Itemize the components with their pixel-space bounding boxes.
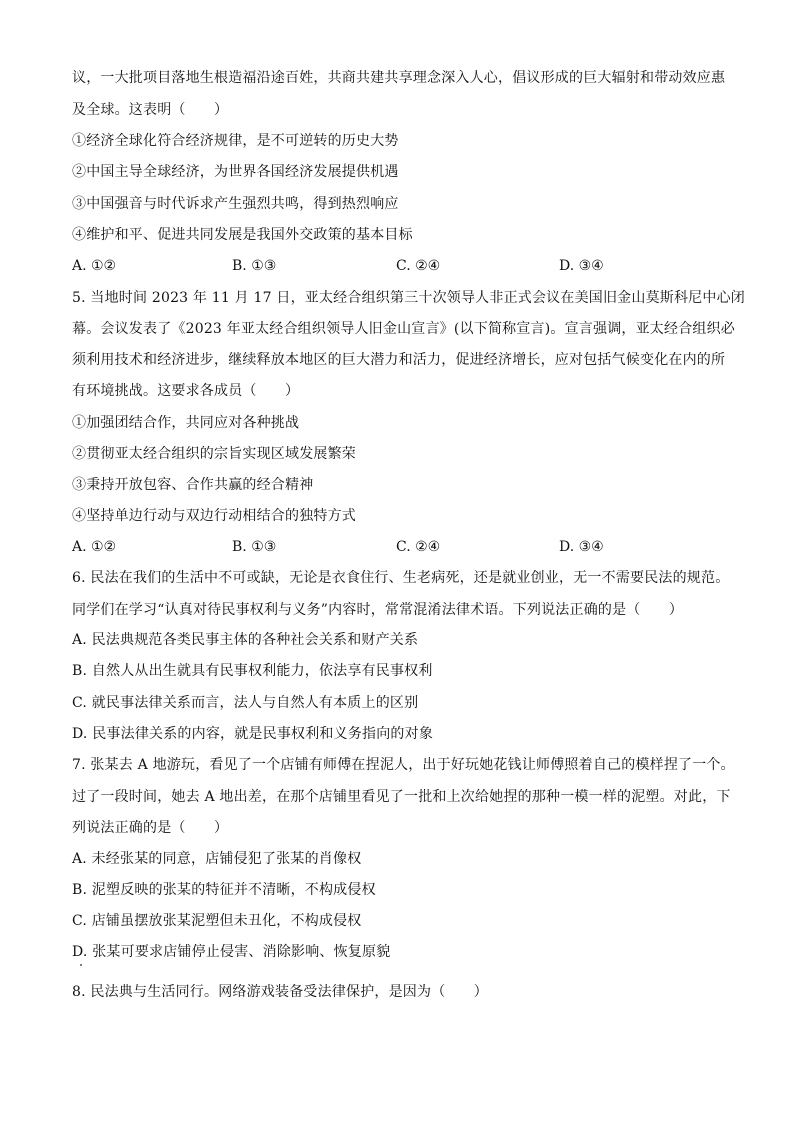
q4-item-1: ①经济全球化符合经济规律，是不可逆转的历史大势 [72, 133, 399, 149]
q7-stem-line-3: 列说法正确的是（ ） [72, 820, 229, 836]
q6-stem-line-1: 6. 民法在我们的生活中不可或缺，无论是衣食住行、生老病死，还是就业创业，无一不需要民法的规范。 [72, 570, 730, 586]
q4-stem-line-2: 及全球。这表明（ ） [72, 102, 229, 118]
q7-option-d[interactable]: D. 张某可要求店铺停止侵害、消除影响、恢复原貌 [72, 944, 391, 960]
q7-stem-line-1: 7. 张某去 A 地游玩，看见了一个店铺有师傅在捏泥人，出于好玩她花钱让师傅照着自己的模样捏了一个。 [72, 757, 735, 773]
q4-option-a[interactable]: A. ①② [72, 258, 117, 274]
q5-stem-line-1: 5. 当地时间 2023 年 11 月 17 日，亚太经合组织第三十次领导人非正式会议在美国旧金山莫斯科尼中心闭 [72, 290, 745, 306]
q5-stem-line-4: 有环境挑战。这要求各成员（ ） [72, 383, 300, 399]
q4-option-b[interactable]: B. ①③ [232, 258, 277, 274]
q4-option-c[interactable]: C. ②④ [396, 258, 441, 274]
q5-item-2: ②贯彻亚太经合组织的宗旨实现区域发展繁荣 [72, 446, 356, 462]
q5-stem-line-3: 须利用技术和经济进步，继续释放本地区的巨大潜力和活力，促进经济增长，应对包括气候变化在内的所 [72, 352, 726, 368]
q6-option-a[interactable]: A. 民法典规范各类民事主体的各种社会关系和财产关系 [72, 632, 419, 648]
q5-item-3: ③秉持开放包容、合作共赢的经合精神 [72, 477, 314, 493]
q5-stem-line-2: 幕。会议发表了《2023 年亚太经合组织领导人旧金山宣言》(以下简称宣言)。宣言强调，亚太经合组织必 [72, 321, 736, 337]
q5-option-a[interactable]: A. ①② [72, 539, 117, 555]
q4-item-2: ②中国主导全球经济，为世界各国经济发展提供机遇 [72, 164, 399, 180]
q7-option-b[interactable]: B. 泥塑反映的张某的特征并不清晰，不构成侵权 [72, 882, 376, 898]
q7-option-a[interactable]: A. 未经张某的同意，店铺侵犯了张某的肖像权 [72, 851, 362, 867]
q4-item-3: ③中国强音与时代诉求产生强烈共鸣，得到热烈响应 [72, 196, 399, 212]
q6-stem-line-2: 同学们在学习“认真对待民事权利与义务”内容时，常常混淆法律术语。下列说法正确的是（ ） [72, 602, 684, 618]
q5-item-1: ①加强团结合作，共同应对各种挑战 [72, 415, 300, 431]
q4-option-d[interactable]: D. ③④ [559, 258, 604, 274]
stray-dot-mark [80, 964, 82, 966]
q6-option-b[interactable]: B. 自然人从出生就具有民事权利能力，依法享有民事权利 [72, 663, 433, 679]
q5-option-d[interactable]: D. ③④ [559, 539, 604, 555]
q4-stem-line-1: 议，一大批项目落地生根造福沿途百姓，共商共建共享理念深入人心，倡议形成的巨大辐射和带动效应惠 [72, 70, 726, 86]
q5-option-c[interactable]: C. ②④ [396, 539, 441, 555]
q5-option-b[interactable]: B. ①③ [232, 539, 277, 555]
q5-item-4: ④坚持单边行动与双边行动相结合的独特方式 [72, 508, 356, 524]
q7-stem-line-2: 过了一段时间，她去 A 地出差，在那个店铺里看见了一批和上次给她捏的那种一模一样的泥塑。对此，下 [72, 789, 731, 805]
q6-option-c[interactable]: C. 就民事法律关系而言，法人与自然人有本质上的区别 [72, 695, 419, 711]
q8-stem-line-1: 8. 民法典与生活同行。网络游戏装备受法律保护，是因为（ ） [72, 984, 489, 1000]
q7-option-c[interactable]: C. 店铺虽摆放张某泥塑但未丑化，不构成侵权 [72, 913, 362, 929]
q6-option-d[interactable]: D. 民事法律关系的内容，就是民事权利和义务指向的对象 [72, 726, 434, 742]
q4-item-4: ④维护和平、促进共同发展是我国外交政策的基本目标 [72, 227, 413, 243]
